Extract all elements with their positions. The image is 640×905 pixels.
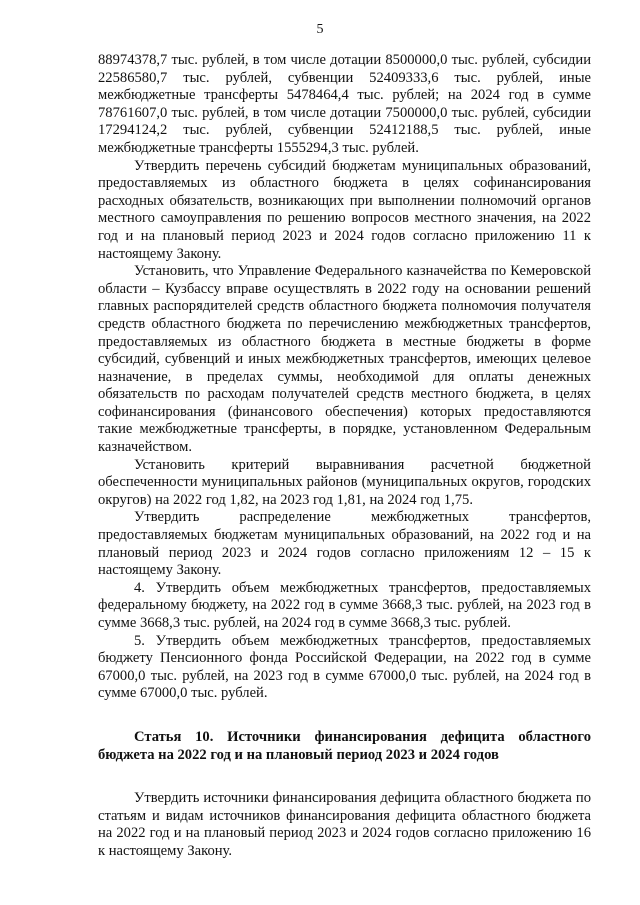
page-number: 5	[316, 22, 324, 37]
paragraph-treasury-powers: Установить, что Управление Федерального казначейства по Кемеровской области – Кузбассу вправе осуществлять в 2022 году на основании решений главных распорядителей средств областного бюджета полномочия получателя средств областного бюджета по перечислению межбюджетных трансфертов, предоставляемых из областного бюджета в местные бюджеты в форме субсидий, субвенций и иных межбюджетных трансфертов, имеющих целевое назначение, в пределах суммы, необходимой для оплаты денежных обязательств по расходам получателей средств местного бюджета, в целях софинансирования (финансового обеспечения) которых предоставляются такие межбюджетные трансферты, в порядке, установленном Федеральным казначейством.	[98, 263, 591, 456]
paragraph-equalization-criterion: Установить критерий выравнивания расчетной бюджетной обеспеченности муниципальных районов (муниципальных округов, городских округов) на 2022 год 1,82, на 2023 год 1,81, на 2024 год 1,75.	[98, 456, 591, 508]
spacer	[98, 764, 591, 790]
paragraph-federal-transfers: 4. Утвердить объем межбюджетных трансфертов, предоставляемых федеральному бюджету, на 2022 год в сумме 3668,3 тыс. рублей, на 2023 год в сумме 3668,3 тыс. рублей, на 2024 год в сумме 3668,3 тыс. рублей.	[98, 579, 591, 631]
paragraph-budget-totals: 88974378,7 тыс. рублей, в том числе дотации 8500000,0 тыс. рублей, субсидии 22586580,7 тыс. рублей, субвенции 52409333,6 тыс. рублей, иные межбюджетные трансферты 5478464,4 тыс. рублей; на 2024 год в сумме 78761607,0 тыс. рублей, в том числе дотации 7500000,0 тыс. рублей, субсидии 17294124,2 тыс. рублей, субвенции 52412188,5 тыс. рублей, иные межбюджетные трансферты 1555294,3 тыс. рублей.	[98, 52, 591, 156]
paragraph-pension-fund-transfers: 5. Утвердить объем межбюджетных трансфертов, предоставляемых бюджету Пенсионного фонда Российской Федерации, на 2022 год в сумме 67000,0 тыс. рублей, на 2023 год в сумме 67000,0 тыс. рублей, на 2024 год в сумме 67000,0 тыс. рублей.	[98, 632, 591, 702]
spacer	[98, 703, 591, 729]
paragraph-transfer-distribution: Утвердить распределение межбюджетных трансфертов, предоставляемых бюджетам муниципальных образований, на 2022 год и на плановый период 2023 и 2024 годов согласно приложениям 12 – 15 к настоящему Закону.	[98, 509, 591, 579]
article-10-body: Утвердить источники финансирования дефицита областного бюджета по статьям и видам источников финансирования дефицита областного бюджета на 2022 год и на плановый период 2023 и 2024 годов согласно приложению 16 к настоящему Закону.	[98, 790, 591, 859]
paragraph-subsidies-list: Утвердить перечень субсидий бюджетам муниципальных образований, предоставляемых из областного бюджета в целях софинансирования расходных обязательств, возникающих при выполнении полномочий органов местного самоуправления по решению вопросов местного значения, на 2022 год и на плановый период 2023 и 2024 годов согласно приложению 11 к настоящему Закону.	[98, 157, 591, 262]
article-10-heading: Статья 10. Источники финансирования дефицита областного бюджета на 2022 год и на плановый период 2023 и 2024 годов	[98, 728, 591, 763]
document-body	[98, 52, 591, 861]
